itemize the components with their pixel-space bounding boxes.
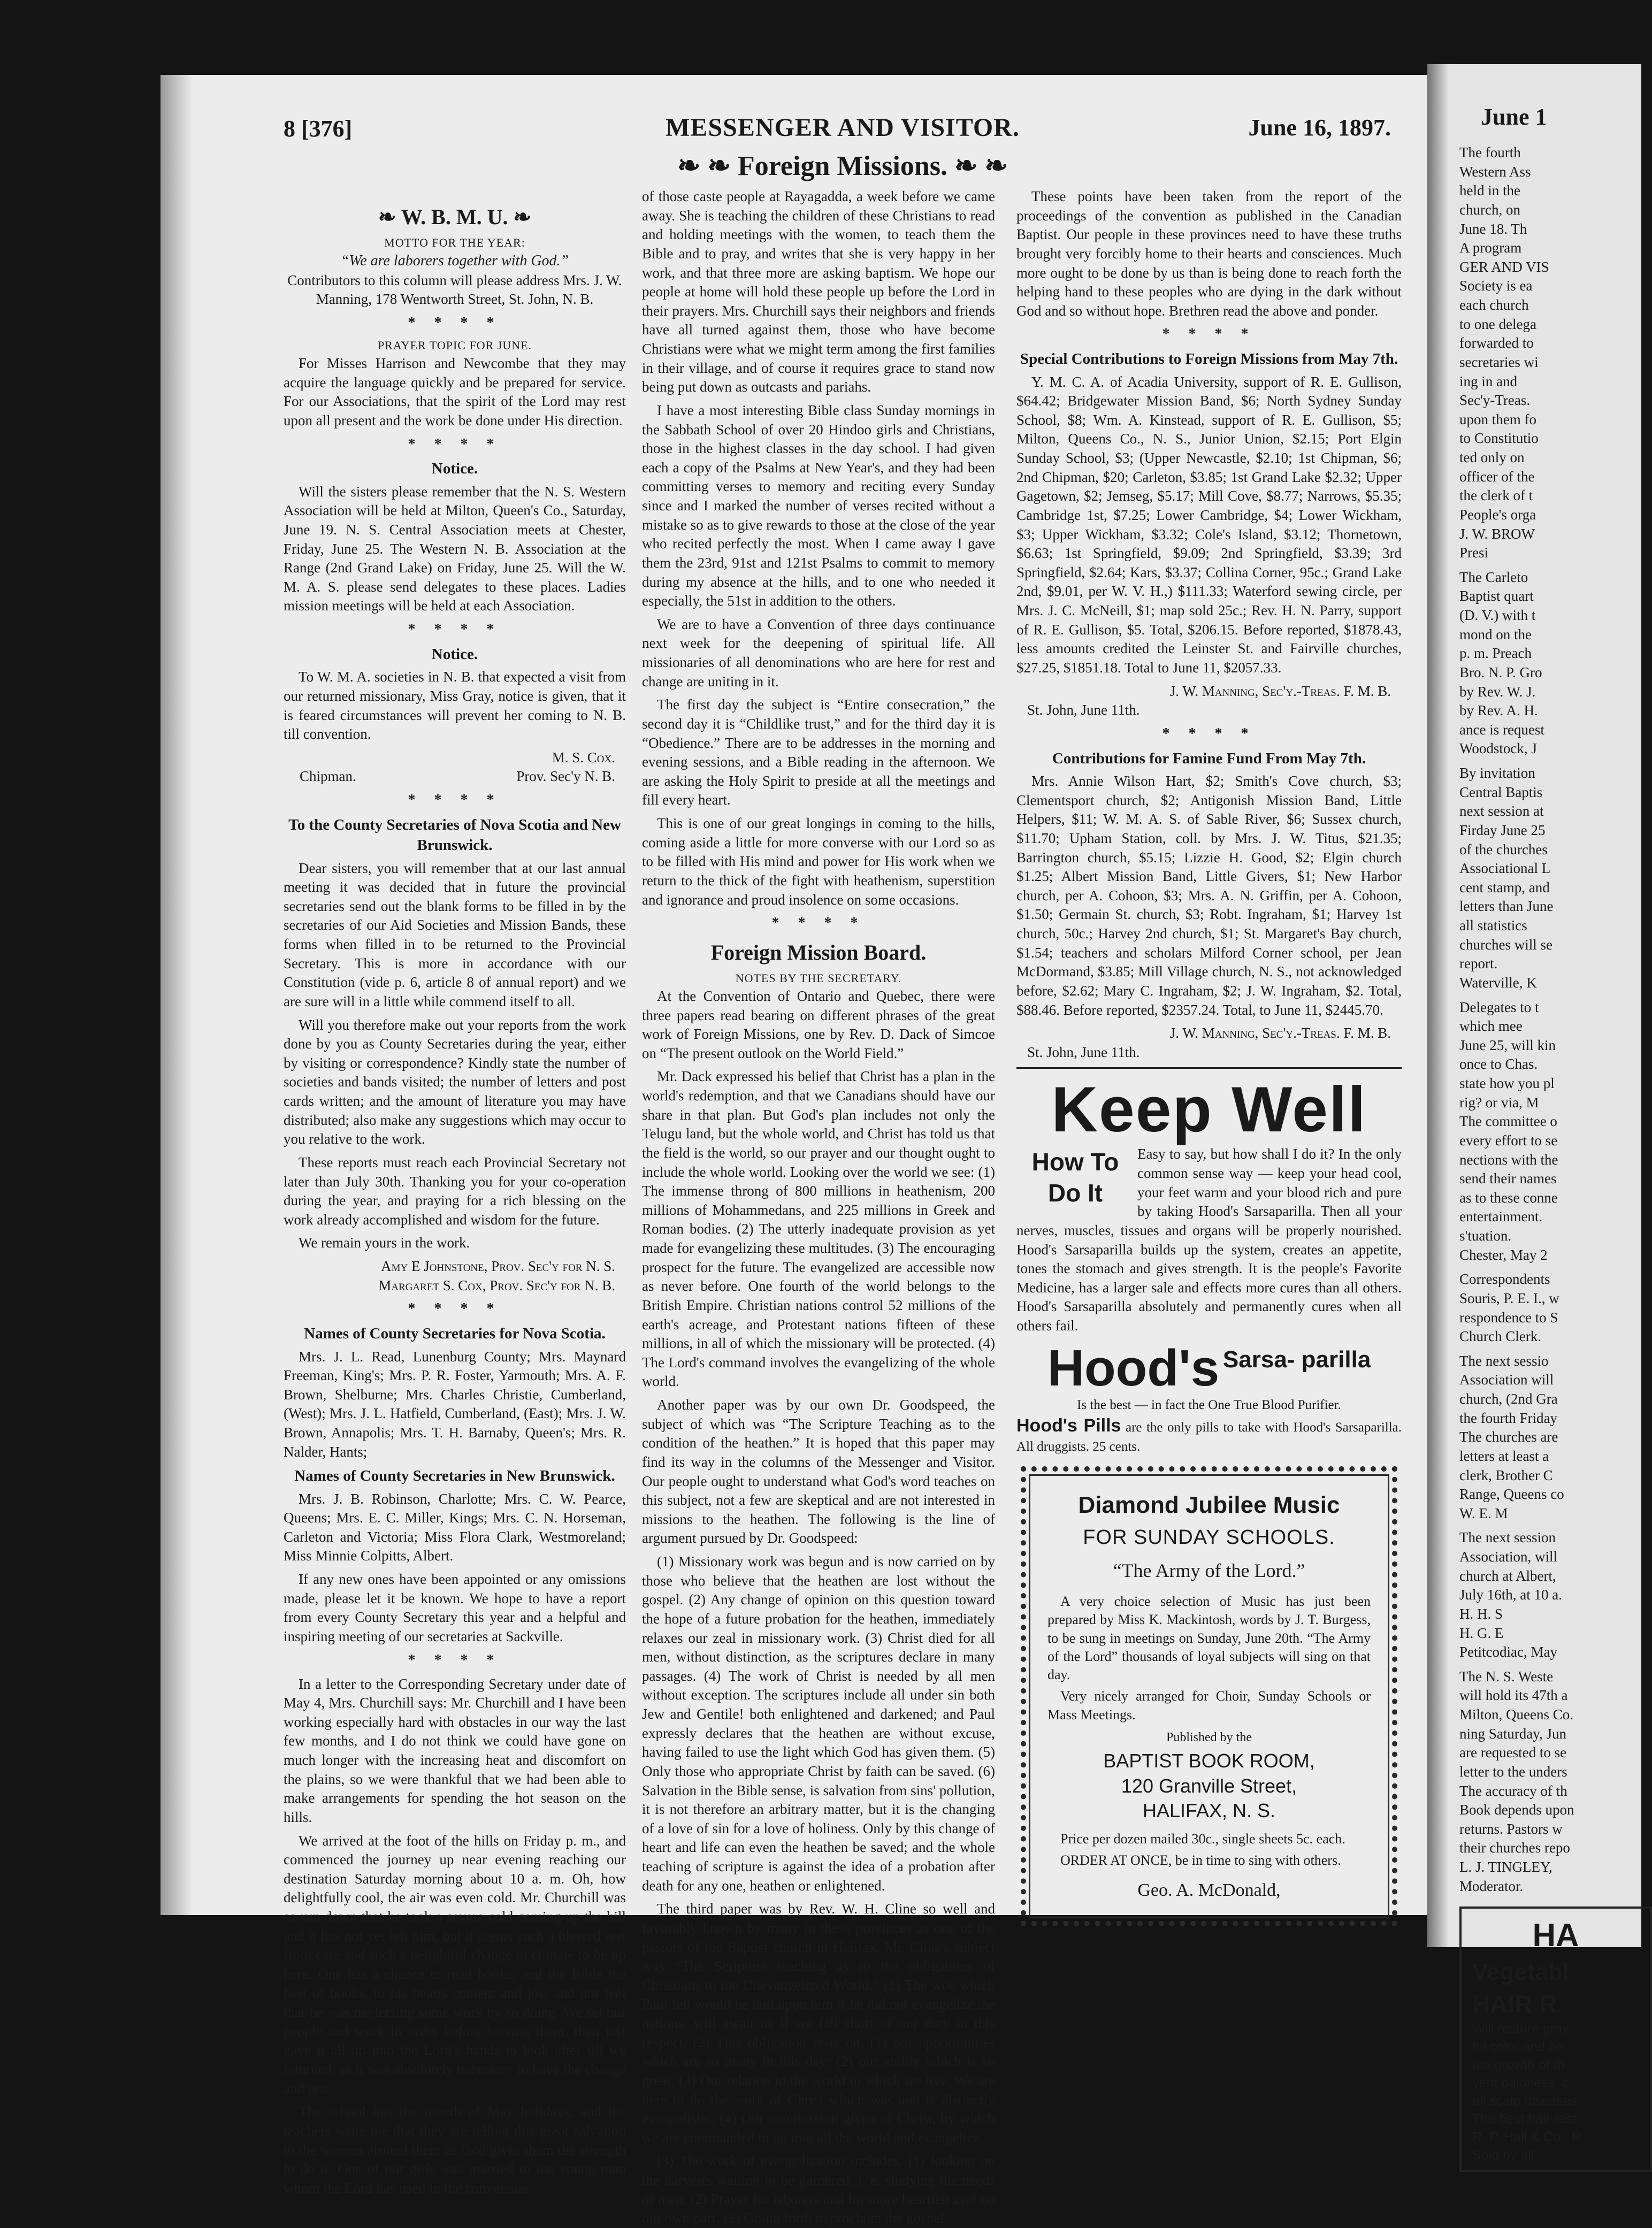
- hoods-advertisement: [1016, 1074, 1402, 1456]
- signature: Amy E Johnstone, Prov. Sec'y for N. S.: [381, 1258, 615, 1275]
- adjacent-page-line: June 25, will kin: [1459, 1037, 1556, 1053]
- music-advertisement: [1021, 1466, 1397, 1926]
- adjacent-page-line: mond on the: [1459, 626, 1532, 642]
- pills-text: are the only pills to take with Hood's Sarsaparilla. All druggists. 25 cents.: [1016, 1420, 1402, 1454]
- adjacent-page-line: Church Clerk.: [1459, 1328, 1541, 1345]
- hair-ad-heading: Vegetabl: [1472, 1958, 1569, 1985]
- nb-secretaries-heading: Names of County Secretaries in New Brunswick.: [294, 1467, 615, 1485]
- adjacent-page-line: L. J. TINGLEY,: [1459, 1859, 1552, 1875]
- famine-fund-list: Mrs. Annie Wilson Hart, $2; Smith's Cove church, $3; Clementsport church, $2; Antigonish Mission Band, Little Helpers, $11; W. M. A. S. of Sable River, $6; Sussex church, $11.70; Upham Station, coll. by Mrs. J. W. Titus, $21.35; Barrington church, $5.15; Lizzie H. Good, $2; Elgin church $1.25; Albert Mission Band, Little Givers, $1; New Harbor church, per A. Cohoon, $3; Mrs. A. N. Griffin, per A. Cohoon, $1.50; Germain St. church, $3; Robt. Ingraham, $1; Harvey 1st church, 50c.; Harvey 2nd church, $1; St. Margaret's Bay church, $1.54; teachers and scholars Milford Corner school, per Jean McDormand, $3.85; Mill Village church, N. S., not acknowledged before, $2.62; Mary C. Ingraham, $2; J. W. Ingraham, $2. Total, $88.46. Before reported, $2357.24. Total, to June 11, $2445.70.: [1016, 773, 1402, 1018]
- pills-name: Hood's Pills: [1016, 1415, 1121, 1436]
- prayer-topic-label: PRAYER TOPIC FOR JUNE.: [377, 338, 532, 352]
- adjacent-page-line: The accuracy of th: [1459, 1782, 1567, 1799]
- adjacent-page-paragraph: [1459, 1270, 1652, 1346]
- hair-ad-line: The best hair rest: [1472, 2111, 1577, 2127]
- ns-secretaries-heading: Names of County Secretaries for Nova Scotia.: [304, 1325, 606, 1343]
- article-paragraph: Dear sisters, you will remember that at our last annual meeting it was decided that in future the provincial secretaries send out the blank forms to be filled in by the secretaries of our Aid Societies and Mission Bands, these forms when filled in to be returned to the Provincial Secretary. This is more in accordance with our Constitution (vide p. 6, article 8 of annual report) and we are sure will in a little while commend itself to all.: [284, 860, 626, 1009]
- article-paragraph: This is one of our great longings in coming to the hills, coming aside a little for more converse with our Lord so as to be filled with His mind and power for His work when we return to the thick of the fight with heathenism, superstition and ignorance and proud insolence on some occasions.: [642, 815, 995, 908]
- article-paragraph: The first day the subject is “Entire consecration,” the second day it is “Childlike trust,” and for the third day it is “Obedience.” There are to be addresses in the morning and evening sessions, and a Bible reading in the afternoon. We are asking the Holy Spirit to preside at all the meetings and fill every heart.: [642, 696, 995, 808]
- column-1: [284, 198, 626, 2196]
- hair-renewer-advertisement: [1459, 1907, 1652, 2172]
- issue-date: June 16, 1897.: [1248, 114, 1391, 141]
- notice-associations: Will the sisters please remember that the N. S. Western Association will be held at Milton, Queen's Co., Saturday, June 19. N. S. Central Association meets at Chester, Friday, June 25. The Western N. B. Association at the Range (2nd Grand Lake) on Friday, June 25. Will the W. M. A. S. please send delegates to these places. Ladies mission meetings will be held at each Association.: [284, 483, 626, 614]
- wbmu-heading: ❧ W. B. M. U. ❧: [378, 205, 531, 229]
- music-title: Diamond Jubilee Music: [1078, 1492, 1340, 1519]
- signature: J. W. Manning, Sec'y.-Treas. F. M. B.: [1169, 683, 1391, 699]
- special-contributions-heading: Special Contributions to Foreign Missions from May 7th.: [1020, 350, 1398, 368]
- music-arrangement: Very nicely arranged for Choir, Sunday Schools or Mass Meetings.: [1047, 1688, 1371, 1722]
- divider-stars: * * * *: [408, 435, 502, 453]
- article-paragraph: (3) The work of evangelization includes, (1) looking on the harvests waiting to be garnered, i. e, studying the needs of men; (2) Prayer for laborers and for more heartfelt zeal on our own part; (3) Going forth to proclaim the gospel.: [642, 2153, 995, 2226]
- adjacent-page-line: churches will se: [1459, 936, 1552, 953]
- adjacent-page-text: [1459, 64, 1652, 2172]
- music-seller: Geo. A. McDonald,: [1137, 1880, 1281, 1900]
- adjacent-page-line: upon them fo: [1459, 411, 1536, 427]
- adjacent-page-line: ance is request: [1459, 721, 1544, 738]
- signature: J. W. Manning, Sec'y.-Treas. F. M. B.: [1169, 1025, 1391, 1042]
- adjacent-page-paragraph: [1459, 568, 1652, 759]
- signature: Margaret S. Cox, Prov. Sec'y for N. B.: [378, 1277, 615, 1293]
- music-description: A very choice selection of Music has just been prepared by Miss K. Mackintosh, words by J. T. Burgess, to be sung in meetings on Sunday, June 20th. “The Army of the Lord” thousands of loyal subjects will sing on that day.: [1047, 1593, 1371, 1683]
- adjacent-page-line: forwarded to: [1459, 335, 1534, 351]
- divider-rule: [1016, 1067, 1402, 1069]
- adjacent-page-line: to Constitutio: [1459, 430, 1539, 447]
- publisher-name: BAPTIST BOOK ROOM,: [1103, 1749, 1315, 1772]
- adjacent-page-line: letters at least a: [1459, 1448, 1549, 1464]
- adjacent-page-paragraph: [1459, 1667, 1652, 1896]
- nb-secretaries-list: Mrs. J. B. Robinson, Charlotte; Mrs. C. W. Pearce, Queens; Mrs. E. C. Miller, Kings; Mrs. C. N. Horseman, Carleton and Victoria; Miss Flora Clark, Westmoreland; Miss Minnie Colpitts, Albert.: [284, 1490, 626, 1564]
- adjacent-page-line: send their names: [1459, 1170, 1557, 1187]
- adjacent-page-line: entertainment.: [1459, 1208, 1543, 1225]
- signature-place: St. John, June 11th.: [1027, 1044, 1140, 1060]
- adjacent-page-line: each church: [1459, 297, 1529, 313]
- adjacent-page-line: Delegates to t: [1459, 999, 1539, 1015]
- adjacent-page-line: rig? or via, M: [1459, 1094, 1539, 1111]
- adjacent-page-line: which mee: [1459, 1018, 1523, 1035]
- newspaper-title: MESSENGER AND VISITOR.: [666, 113, 1020, 142]
- adjacent-page-line: by Rev. A. H.: [1459, 702, 1538, 719]
- section-title: ❧ ❧ Foreign Missions. ❧ ❧: [677, 151, 1008, 181]
- publisher-address: [1047, 1749, 1371, 1824]
- article-paragraph: Another paper was by our own Dr. Goodspeed, the subject of which was “The Scripture Teaching as to the condition of the heathen.” It is hoped that this paper may find its way in the columns of the Messenger and Visitor. Our people ought to understand what God's word teaches on this subject, not a few are skeptical and are not interested in missions to the heathen. The following is the line of argument pursued by Dr. Goodspeed:: [642, 1397, 995, 1546]
- column-2: [642, 187, 995, 2226]
- adjacent-page-line: will hold its 47th a: [1459, 1687, 1568, 1704]
- adjacent-page-line: Firday June 25: [1459, 822, 1546, 838]
- adjacent-page-line: ted only on: [1459, 449, 1525, 466]
- ns-secretaries-list: Mrs. J. L. Read, Lunenburg County; Mrs. Maynard Freeman, King's; Mrs. P. R. Foster, Yarmouth; Mrs. A. F. Brown, Shelburne; Mrs. Charles Christie, Cumberland, (West); Mrs. J. L. Hatfield, Cumberland, (East); Mrs. J. W. Brown, Annapolis; Mrs. T. H. Barnaby, Queen's; Mrs. R. Nalder, Hants;: [284, 1348, 626, 1460]
- contributors-note: Contributors to this column will please address Mrs. J. W. Manning, 178 Wentworth Street, St. John, N. B.: [287, 272, 622, 308]
- prayer-topic: For Misses Harrison and Newcombe that they may acquire the language quickly and be prepared for service. For our Associations, that the spirit of the Lord may rest upon all present and the work be done under His direction.: [284, 355, 626, 428]
- publisher-city: HALIFAX, N. S.: [1142, 1800, 1276, 1822]
- hair-ad-heading: HAIR R: [1472, 1989, 1557, 2018]
- article-paragraph: These points have been taken from the report of the proceedings of the convention as published in the Canadian Baptist. Our people in these provinces need to have these truths brought very forcibly home to their hearts and consciences. Much more ought to be done by us than is being done to reach forth the helping hand to these peoples who are dying in the dark without God and so without hope. Brethren read the above and ponder.: [1016, 188, 1402, 319]
- adjacent-page-line: once to Chas.: [1459, 1056, 1538, 1073]
- article-paragraph: In a letter to the Corresponding Secretary under date of May 4, Mrs. Churchill says: Mr. Churchill and I have been working especially hard with obstacles in our way the last few months, and I do not think we could have gone on much longer with the increasing heat and discomfort on the plains, so we were thankful that we had been able to make arrangements for spending the hot season on the hills.: [284, 1675, 626, 1825]
- adjacent-page-line: their churches repo: [1459, 1840, 1570, 1856]
- newspaper-page: [160, 75, 1434, 2226]
- article-paragraph: Mr. Dack expressed his belief that Christ has a plan in the world's redemption, and that we Canadians should have our share in that plan. But God's plan includes not only the Telugu land, but the whole world, and Christ has told us that the field is the world, so our prayer and our thought ought to include the whole world. Looking over the world we see: (1) The immense throng of 800 millions in heathenism, 200 millions of Mohammedans, and 225 millions in Greek and Roman bodies. (2) The utterly inadequate provision as yet made for evangelizing these multitudes. (3) The encouraging prospect for the future. The evangelized are accessible now as never before. One fourth of the world belongs to the British Empire. Christian nations control 52 millions of the earth's acreage, and Protestant nations fifteen of these millions, in all of which the missionary will be protected. (4) The Lord's command involves the evangelizing of the whole world.: [642, 1068, 995, 1390]
- column-3: [1016, 187, 1402, 1900]
- adjacent-page-line: every effort to se: [1459, 1132, 1558, 1149]
- adjacent-page-line: June 18. Th: [1459, 220, 1527, 237]
- adjacent-page-line: Associational L: [1459, 860, 1551, 877]
- adjacent-page-line: of the churches: [1459, 841, 1548, 857]
- hoods-brand: Hood's: [1047, 1339, 1220, 1397]
- adjacent-page-line: The next session: [1459, 1529, 1556, 1546]
- hair-ad-line: Will restore gray: [1472, 2021, 1569, 2036]
- adjacent-page-line: Association will: [1459, 1372, 1554, 1388]
- adjacent-page-line: GER AND VIS: [1459, 258, 1549, 275]
- adjacent-page-line: church at Albert,: [1459, 1567, 1556, 1584]
- adjacent-page-line: A program: [1459, 240, 1522, 256]
- adjacent-page-line: Waterville, K: [1459, 974, 1537, 991]
- article-paragraph: of those caste people at Rayagadda, a week before we came away. She is teaching the children of these Christians to read and holding meetings with the women, to teach them the Bible and to pray, and writes that she is very happy in her work, and that three more are asking baptism. We hope our people at home will hold these people up before the Lord in their prayers. Mrs. Churchill says their neighbors and friends have all turned against them, those who have become Christians were what we might term among the first families in their village, and of course it requires grace to stand now being put down as outcasts and pariahs.: [642, 188, 995, 395]
- adjacent-page-paragraph: [1459, 764, 1652, 993]
- ad-tagline: Is the best — in fact the One True Blood Purifier.: [1077, 1398, 1341, 1413]
- adjacent-page-line: cent stamp, and: [1459, 879, 1550, 895]
- article-paragraph: At the Convention of Ontario and Quebec, there were three papers read bearing on different phrases of the great work of Foreign Missions, one by Rev. D. Dack of Simcoe on “The present outlook on the World Field.”: [642, 987, 995, 1061]
- adjacent-page-line: Correspondents: [1459, 1271, 1550, 1288]
- signature-place: St. John, June 11th.: [1027, 702, 1140, 718]
- adjacent-page-line: Association, will: [1459, 1549, 1557, 1565]
- adjacent-page-line: church, on: [1459, 201, 1520, 218]
- adjacent-page-paragraph: [1459, 1352, 1652, 1523]
- adjacent-page-line: to one delega: [1459, 316, 1536, 332]
- signature-title: Prov. Sec'y N. B.: [516, 768, 615, 785]
- article-paragraph: The third paper was by Rev. W. H. Cline so well and favorably known by many in these provinces as one of the pastors of the Baptist church in Halifax. Mr. Cline's subject was “The Scripture teaching as to the obligations of Christians to the Unevangelized World.” (1) The woe which Paul felt would be laid upon him if he did not evangelize the nations, will await us if we fall short of our duty in this respect. (2) This obligation rests on, (1) our opportunities which are so many in this day; (2) our ability which is so great; (3) Our relation to the world in which we live. We are here to do the work of Christ which was and is distinctly evangelistic; (4) Our commission given of Christ, by which we are commanded to go into all the world and evangelize.: [642, 1901, 995, 2146]
- adjacent-page-line: Chester, May 2: [1459, 1246, 1548, 1263]
- hair-ad-line: R. P. Hall & Co., P: [1472, 2129, 1581, 2145]
- board-heading: Foreign Mission Board.: [710, 940, 927, 965]
- adjacent-page-line: church, (2nd Gra: [1459, 1391, 1558, 1407]
- article-paragraph: (1) Missionary work was begun and is now carried on by those who believe that the heathen are lost without the gospel. (2) Any change of opinion on this question toward the hope of a future probation for the heathen, immediately relaxes our zeal in missionary work. (3) Christ died for all men, without distinction, as the scriptures declare in many passages. (4) The work of Christ is needed by all men without exception. The scriptures include all under sin both Jew and Gentile! both enlightened and darkened; and Paul expressly declares that the heathen are without excuse, having failed to use the light which God has given them. (5) Only those who appropriate Christ by faith can be saved. (6) Salvation in the Bible sense, is salvation from sins' pollution, it is not therefore an arbitrary matter, but it is the changing of a love of sin for a love of holiness. Only by this change of heart and life can even the heathen be saved; and the whole teaching of scripture is against the idea of a probation after death for any one, heathen or enlightened.: [642, 1553, 995, 1894]
- adjacent-page-line: The Carleto: [1459, 569, 1528, 585]
- adjacent-page-line: all statistics: [1459, 917, 1527, 934]
- adjacent-page-line: (D. V.) with t: [1459, 607, 1536, 624]
- divider-stars: * * * *: [1162, 326, 1256, 343]
- article-paragraph: The school has the month of May holidays, and the teachers write me that they are telling this great salvation to the women around them as God gives them the strength to do it. One of our girls was married to the young man whom the Lord has used in the conversion: [284, 2103, 626, 2196]
- adjacent-page-line: Souris, P. E. I., w: [1459, 1290, 1559, 1306]
- notice-heading: Notice.: [431, 460, 478, 478]
- signature-place: Chipman.: [300, 768, 356, 785]
- adjacent-page-line: Moderator.: [1459, 1878, 1524, 1894]
- adjacent-page-paragraph: [1459, 998, 1652, 1265]
- adjacent-page-line: The N. S. Weste: [1459, 1668, 1554, 1685]
- article-paragraph: Will you therefore make out your reports from the work done by you as County Secretaries during the year, either by visiting or correspondence? Kindly state the number of societies and bands visited; the number of letters and post cards written; and the amount of literature you may have distributed; also make any suggestions which may occur to you relative to the work.: [284, 1016, 626, 1147]
- adjacent-page-line: letters than June: [1459, 898, 1554, 915]
- adjacent-page-line: The next sessio: [1459, 1352, 1549, 1369]
- how-to-do-it: How To Do It: [1031, 1148, 1119, 1207]
- motto-label: MOTTO FOR THE YEAR:: [384, 235, 525, 249]
- adjacent-page-line: respondence to S: [1459, 1309, 1558, 1326]
- music-order: ORDER AT ONCE, be in time to sing with others.: [1060, 1852, 1341, 1869]
- adjacent-page-line: The committee o: [1459, 1113, 1557, 1130]
- divider-stars: * * * *: [408, 792, 502, 809]
- article-paragraph: I have a most interesting Bible class Sunday mornings in the Sabbath School of over 20 Hindoo girls and Christians, those in the highest classes in the day school. I had given each a copy of the Psalms at New Year's, and they had been committing verses to memory and reciting every Sunday since and I marked the number of verses recited without a mistake so as to give rewards to those at the close of the year who recited perfectly the most. When I came away I gave them the 23rd, 91st and 121st Psalms to commit to memory during my absence at the hills, and to one who needed it especially, the 51st in addition to the others.: [642, 402, 995, 609]
- adjacent-page-line: letter to the unders: [1459, 1763, 1567, 1780]
- notice-miss-gray: To W. M. A. societies in N. B. that expected a visit from our returned missionary, Miss Gray, notice is given, that it is feared circumstances will prevent her coming to N. B. till convention.: [284, 669, 626, 742]
- adjacent-page-line: Central Baptis: [1459, 784, 1543, 800]
- adjacent-page-header: June 1: [1481, 104, 1547, 130]
- keep-well-headline: Keep Well: [1051, 1074, 1367, 1146]
- adjacent-page-line: secretaries wi: [1459, 354, 1539, 370]
- article-paragraph: These reports must reach each Provincial Secretary not later than July 30th. Thanking you for your co-operation during the year, and praying for a rich blessing on the work already accomplished and wisdom for the future.: [284, 1154, 626, 1228]
- adjacent-page-line: W. E. M: [1459, 1505, 1508, 1521]
- divider-stars: * * * *: [408, 1300, 502, 1318]
- adjacent-page-line: next session at: [1459, 803, 1544, 820]
- adjacent-page-paragraph: [1459, 143, 1652, 563]
- hair-ad-line: vent baldness, c: [1472, 2075, 1569, 2091]
- adjacent-page-line: p. m. Preach: [1459, 645, 1532, 662]
- masthead: [284, 104, 1402, 152]
- notice-heading: Notice.: [431, 646, 478, 663]
- article-paragraph: We arrived at the foot of the hills on Friday p. m., and commenced the journey up near evening reaching our destination Saturday morning about 10 a. m. Oh, how delightfully cool, the air was even cold. Mr. Churchill was so run down that he took a severe cold coming up the hill and it has not yet left him, but it seems such a blessed rest from care and such a delightful change in climate to be up here. One has a chance to read books, and the Bible the best of books, to his hearts content and joy, and not feel that he was neglecting some work by so doing. We set our people and work in order before leaving them, then just gave it all up into the Lord's hands to look after till we returned, as it was absolutely necessary to have the change and rest.: [284, 1832, 626, 2096]
- special-contributions-list: Y. M. C. A. of Acadia University, support of R. E. Gullison, $64.42; Bridgewater Mission Band, $6; North Sydney Sunday School, $8; Wm. A. Kinstead, support of R. E. Gullison, $5; Milton, Queens Co., N. S., Junior Union, $2.15; Port Elgin Sunday School, $3; (Upper Newcastle, $2.10; 1st Chipman, $6; 2nd Chipman, $20; Carleton, $3.85; 1st Grand Lake $2.32; Upper Gagetown, $2; Jemseg, $5.17; Mill Cove, $8.77; Narrows, $5.35; Cambridge 1st, $7.25; Lower Cambridge, $4; Lower Wickham, $3; Upper Wickham, $3.32; Cole's Island, $3.12; Thornetown, $6.63; 1st Springfield, $9.09; 2nd Springfield, $3.39; 3rd Springfield, $2.64; Kars, $3.37; Collina Corner, 95c.; Grand Lake 2nd, $9.01, per W. V. H.,) $111.33; Waterford sewing circle, per Mrs. J. C. McNeill, $1; map sold 25c.; Rev. H. N. Parry, support of R. E. Gullison, $5. Total, $206.15. Before reported, $1878.43, less amounts credited the Leinster St. and Fairville churches, $27.25, $1851.18. Total to June 11, $2057.33.: [1016, 373, 1402, 676]
- adjacent-page-line: Woodstock, J: [1459, 740, 1537, 757]
- hair-ad-line: the growth of th: [1472, 2057, 1565, 2072]
- adjacent-page-line: J. W. BROW: [1459, 525, 1535, 542]
- adjacent-page-line: July 16th, at 10 a.: [1459, 1587, 1562, 1603]
- adjacent-page-line: The fourth: [1459, 144, 1521, 161]
- divider-stars: * * * *: [408, 1651, 502, 1668]
- page-number: 8 [376]: [284, 116, 353, 142]
- adjacent-page-line: report.: [1459, 955, 1498, 972]
- adjacent-page-fragment: [1427, 64, 1641, 2163]
- adjacent-page-line: Sec'y-Treas.: [1459, 392, 1531, 409]
- motto: “We are laborers together with God.”: [340, 252, 569, 269]
- publisher-street: 120 Granville Street,: [1121, 1774, 1297, 1797]
- music-price: Price per dozen mailed 30c., single sheets 5c. each.: [1060, 1831, 1345, 1847]
- adjacent-page-line: Milton, Queens Co.: [1459, 1706, 1573, 1723]
- article-paragraph: If any new ones have been appointed or any omissions made, please let it be known. We hope to have a report from every County Secretary this year and a helpful and inspiring meeting of our secretaries at Sackville.: [284, 1571, 626, 1644]
- divider-stars: * * * *: [408, 621, 502, 638]
- sarsaparilla-word: Sarsa- parilla: [1222, 1346, 1371, 1373]
- adjacent-page-line: s'tuation.: [1459, 1228, 1512, 1244]
- county-secretaries-heading: To the County Secretaries of Nova Scotia and New Brunswick.: [288, 816, 621, 854]
- adjacent-page-line: ing in and: [1459, 373, 1517, 389]
- divider-stars: * * * *: [1162, 725, 1256, 742]
- adjacent-page-line: Range, Queens co: [1459, 1486, 1564, 1503]
- adjacent-page-paragraph: [1459, 1528, 1652, 1662]
- hair-ad-line: all scalp diseases: [1472, 2093, 1577, 2109]
- hair-ad-heading: HA: [1532, 1917, 1579, 1954]
- adjacent-page-line: Bro. N. P. Gro: [1459, 664, 1542, 680]
- adjacent-page-line: Society is ea: [1459, 278, 1533, 294]
- hair-ad-line: Sold by all: [1472, 2147, 1534, 2163]
- adjacent-page-line: as to these conne: [1459, 1189, 1558, 1206]
- famine-fund-heading: Contributions for Famine Fund From May 7th.: [1052, 749, 1366, 767]
- adjacent-page-line: Western Ass: [1459, 163, 1531, 180]
- adjacent-page-line: Book depends upon: [1459, 1802, 1574, 1818]
- signature: M. S. Cox.: [552, 749, 615, 765]
- hair-ad-line: ful color and be: [1472, 2039, 1564, 2055]
- adjacent-page-line: By invitation: [1459, 765, 1535, 782]
- adjacent-page-line: are requested to se: [1459, 1744, 1567, 1761]
- adjacent-page-line: ning Saturday, Jun: [1459, 1725, 1566, 1742]
- pills-line: [1016, 1414, 1402, 1456]
- divider-stars: * * * *: [771, 915, 866, 932]
- adjacent-page-line: the clerk of t: [1459, 487, 1533, 504]
- music-song-title: “The Army of the Lord.”: [1113, 1560, 1305, 1582]
- adjacent-page-line: nections with the: [1459, 1151, 1558, 1168]
- adjacent-page-line: returns. Pastors w: [1459, 1820, 1563, 1837]
- adjacent-page-line: Baptist quart: [1459, 588, 1534, 604]
- adjacent-page-line: H. G. E: [1459, 1625, 1504, 1641]
- adjacent-page-line: state how you pl: [1459, 1075, 1555, 1092]
- adjacent-page-line: officer of the: [1459, 468, 1535, 485]
- published-by: Published by the: [1166, 1731, 1252, 1745]
- adjacent-page-line: held in the: [1459, 182, 1520, 199]
- adjacent-page-line: H. H. S: [1459, 1605, 1503, 1622]
- adjacent-page-line: Petitcodiac, May: [1459, 1644, 1557, 1660]
- adjacent-page-line: The churches are: [1459, 1429, 1558, 1445]
- adjacent-page-line: by Rev. W. J.: [1459, 683, 1536, 700]
- article-paragraph: We remain yours in the work.: [299, 1235, 470, 1251]
- divider-stars: * * * *: [408, 315, 502, 332]
- adjacent-page-line: clerk, Brother C: [1459, 1467, 1553, 1483]
- adjacent-page-line: People's orga: [1459, 506, 1536, 523]
- adjacent-page-line: the fourth Friday: [1459, 1410, 1557, 1426]
- article-paragraph: We are to have a Convention of three days continuance next week for the deepening of spiritual life. All missionaries of all denominations who are here for rest and change are uniting in it.: [642, 616, 995, 690]
- music-subtitle: FOR SUNDAY SCHOOLS.: [1083, 1526, 1335, 1549]
- adjacent-page-line: Presi: [1459, 545, 1488, 561]
- board-subheading: NOTES BY THE SECRETARY.: [735, 971, 902, 985]
- ad-body: Easy to say, but how shall I do it? In the only common sense way — keep your head cool, your feet warm and your blood rich and pure by taking Hood's Sarsaparilla. Then all your nerves, muscles, tissues and organs will be properly nourished. Hood's Sarsaparilla builds up the system, creates an appetite, tones the stomach and gives strength. It is the people's Favorite Medicine, has a larger sale and effects more cures than all others. Hood's Sarsaparilla absolutely and permanently cures when all others fail.: [1016, 1146, 1402, 1334]
